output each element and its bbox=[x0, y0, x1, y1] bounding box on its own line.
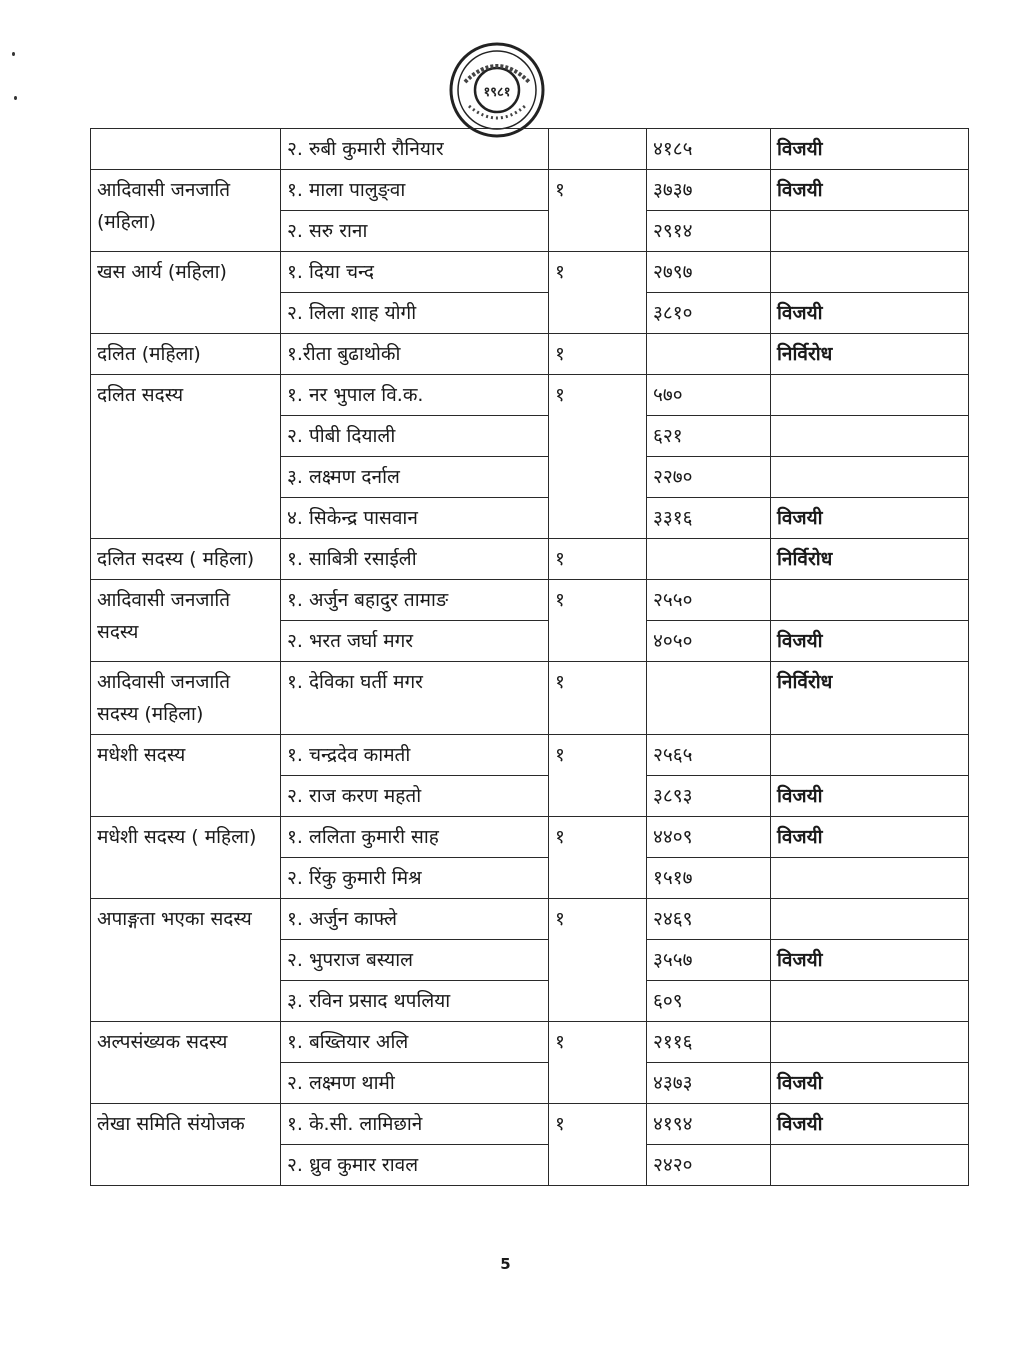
table-row bbox=[91, 735, 969, 776]
vote-count: ३५५७ bbox=[647, 940, 771, 981]
result-status: विजयी bbox=[771, 776, 969, 817]
candidate-name: १. अर्जुन बहादुर तामाङ bbox=[281, 580, 549, 621]
result-status bbox=[771, 457, 969, 498]
seat-count: १ bbox=[549, 375, 647, 539]
vote-count: ६०९ bbox=[647, 981, 771, 1022]
seat-count: १ bbox=[549, 252, 647, 334]
seat-count: १ bbox=[549, 580, 647, 662]
result-status bbox=[771, 735, 969, 776]
vote-count: २११६ bbox=[647, 1022, 771, 1063]
post-category: अपाङ्गता भएका सदस्य bbox=[91, 899, 281, 1022]
candidate-name: १. माला पालुङ्वा bbox=[281, 170, 549, 211]
vote-count: ३७३७ bbox=[647, 170, 771, 211]
result-status bbox=[771, 981, 969, 1022]
table-row bbox=[91, 539, 969, 580]
vote-count: ३८१० bbox=[647, 293, 771, 334]
vote-count: ५७० bbox=[647, 375, 771, 416]
vote-count: ४१८५ bbox=[647, 129, 771, 170]
seat-count: १ bbox=[549, 1104, 647, 1186]
candidate-name: १. के.सी. लामिछाने bbox=[281, 1104, 549, 1145]
post-category: दलित सदस्य ( महिला) bbox=[91, 539, 281, 580]
candidate-name: २. लक्ष्मण थामी bbox=[281, 1063, 549, 1104]
candidate-name: १.रीता बुढाथोकी bbox=[281, 334, 549, 375]
vote-count: २४२० bbox=[647, 1145, 771, 1186]
result-status bbox=[771, 1022, 969, 1063]
table-row bbox=[91, 375, 969, 416]
post-category: मधेशी सदस्य ( महिला) bbox=[91, 817, 281, 899]
seat-count: १ bbox=[549, 539, 647, 580]
vote-count: ४३७३ bbox=[647, 1063, 771, 1104]
candidate-name: २. सरु राना bbox=[281, 211, 549, 252]
candidate-name: २. पीबी दियाली bbox=[281, 416, 549, 457]
table-row bbox=[91, 334, 969, 375]
post-category bbox=[91, 129, 281, 170]
vote-count: २२७० bbox=[647, 457, 771, 498]
result-status bbox=[771, 252, 969, 293]
candidate-name: १. अर्जुन काफ्ले bbox=[281, 899, 549, 940]
result-status: निर्विरोध bbox=[771, 334, 969, 375]
result-status: विजयी bbox=[771, 621, 969, 662]
seat-count: १ bbox=[549, 170, 647, 252]
table-row bbox=[91, 129, 969, 170]
vote-count: ३३१६ bbox=[647, 498, 771, 539]
result-status: विजयी bbox=[771, 940, 969, 981]
candidate-name: १. साबित्री रसाईली bbox=[281, 539, 549, 580]
result-status: विजयी bbox=[771, 293, 969, 334]
candidate-name: २. भुपराज बस्याल bbox=[281, 940, 549, 981]
seat-count: १ bbox=[549, 334, 647, 375]
table-row bbox=[91, 899, 969, 940]
seat-count: १ bbox=[549, 735, 647, 817]
vote-count: २५५० bbox=[647, 580, 771, 621]
result-status: विजयी bbox=[771, 170, 969, 211]
post-category: लेखा समिति संयोजक bbox=[91, 1104, 281, 1186]
candidate-name: १. दिया चन्द bbox=[281, 252, 549, 293]
result-status: विजयी bbox=[771, 129, 969, 170]
candidate-name: १. ललिता कुमारी साह bbox=[281, 817, 549, 858]
candidate-name: ४. सिकेन्द्र पासवान bbox=[281, 498, 549, 539]
candidate-name: १. देविका घर्ती मगर bbox=[281, 662, 549, 735]
result-status: विजयी bbox=[771, 1104, 969, 1145]
candidate-name: १. चन्द्रदेव कामती bbox=[281, 735, 549, 776]
candidate-name: २. भरत जर्घा मगर bbox=[281, 621, 549, 662]
result-status: निर्विरोध bbox=[771, 539, 969, 580]
result-status bbox=[771, 211, 969, 252]
result-status bbox=[771, 580, 969, 621]
vote-count: १५१७ bbox=[647, 858, 771, 899]
result-status bbox=[771, 416, 969, 457]
candidate-name: १. नर भुपाल वि.क. bbox=[281, 375, 549, 416]
candidate-name: ३. रविन प्रसाद थपलिया bbox=[281, 981, 549, 1022]
scan-speck bbox=[14, 96, 17, 100]
table-row bbox=[91, 662, 969, 735]
vote-count bbox=[647, 662, 771, 735]
post-category: अल्पसंख्यक सदस्य bbox=[91, 1022, 281, 1104]
seat-count: १ bbox=[549, 899, 647, 1022]
result-status bbox=[771, 858, 969, 899]
result-status: विजयी bbox=[771, 498, 969, 539]
page-number: 5 bbox=[500, 1255, 511, 1273]
seat-count: १ bbox=[549, 1022, 647, 1104]
table-row bbox=[91, 1104, 969, 1145]
table-row bbox=[91, 580, 969, 621]
post-category: दलित सदस्य bbox=[91, 375, 281, 539]
vote-count: २४६९ bbox=[647, 899, 771, 940]
vote-count: ४१९४ bbox=[647, 1104, 771, 1145]
result-status bbox=[771, 375, 969, 416]
seal-stamp bbox=[447, 40, 547, 140]
result-status: विजयी bbox=[771, 817, 969, 858]
post-category: आदिवासी जनजाति (महिला) bbox=[91, 170, 281, 252]
vote-count: २५६५ bbox=[647, 735, 771, 776]
result-status bbox=[771, 899, 969, 940]
post-category: मधेशी सदस्य bbox=[91, 735, 281, 817]
seal-number: १९८१ bbox=[483, 85, 511, 100]
vote-count: ४४०९ bbox=[647, 817, 771, 858]
result-status bbox=[771, 1145, 969, 1186]
candidate-name: १. बख्तियार अलि bbox=[281, 1022, 549, 1063]
candidate-name: २. लिला शाह योगी bbox=[281, 293, 549, 334]
vote-count: २९१४ bbox=[647, 211, 771, 252]
candidate-name: २. रुबी कुमारी रौनियार bbox=[281, 129, 549, 170]
candidate-name: २. ध्रुव कुमार रावल bbox=[281, 1145, 549, 1186]
vote-count: ६२१ bbox=[647, 416, 771, 457]
candidate-name: २. रिंकु कुमारी मिश्र bbox=[281, 858, 549, 899]
result-status: निर्विरोध bbox=[771, 662, 969, 735]
table-row bbox=[91, 252, 969, 293]
seat-count: १ bbox=[549, 662, 647, 735]
table-row bbox=[91, 817, 969, 858]
vote-count: २७९७ bbox=[647, 252, 771, 293]
result-status: विजयी bbox=[771, 1063, 969, 1104]
vote-count: ४०५० bbox=[647, 621, 771, 662]
candidate-name: २. राज करण महतो bbox=[281, 776, 549, 817]
election-results-table bbox=[90, 128, 969, 1186]
post-category: खस आर्य (महिला) bbox=[91, 252, 281, 334]
vote-count: ३८९३ bbox=[647, 776, 771, 817]
scan-speck bbox=[12, 52, 15, 56]
vote-count bbox=[647, 334, 771, 375]
post-category: आदिवासी जनजाति सदस्य (महिला) bbox=[91, 662, 281, 735]
post-category: दलित (महिला) bbox=[91, 334, 281, 375]
table-row bbox=[91, 170, 969, 211]
vote-count bbox=[647, 539, 771, 580]
candidate-name: ३. लक्ष्मण दर्नाल bbox=[281, 457, 549, 498]
seat-count: १ bbox=[549, 817, 647, 899]
seat-count bbox=[549, 129, 647, 170]
table-row bbox=[91, 1022, 969, 1063]
post-category: आदिवासी जनजाति सदस्य bbox=[91, 580, 281, 662]
